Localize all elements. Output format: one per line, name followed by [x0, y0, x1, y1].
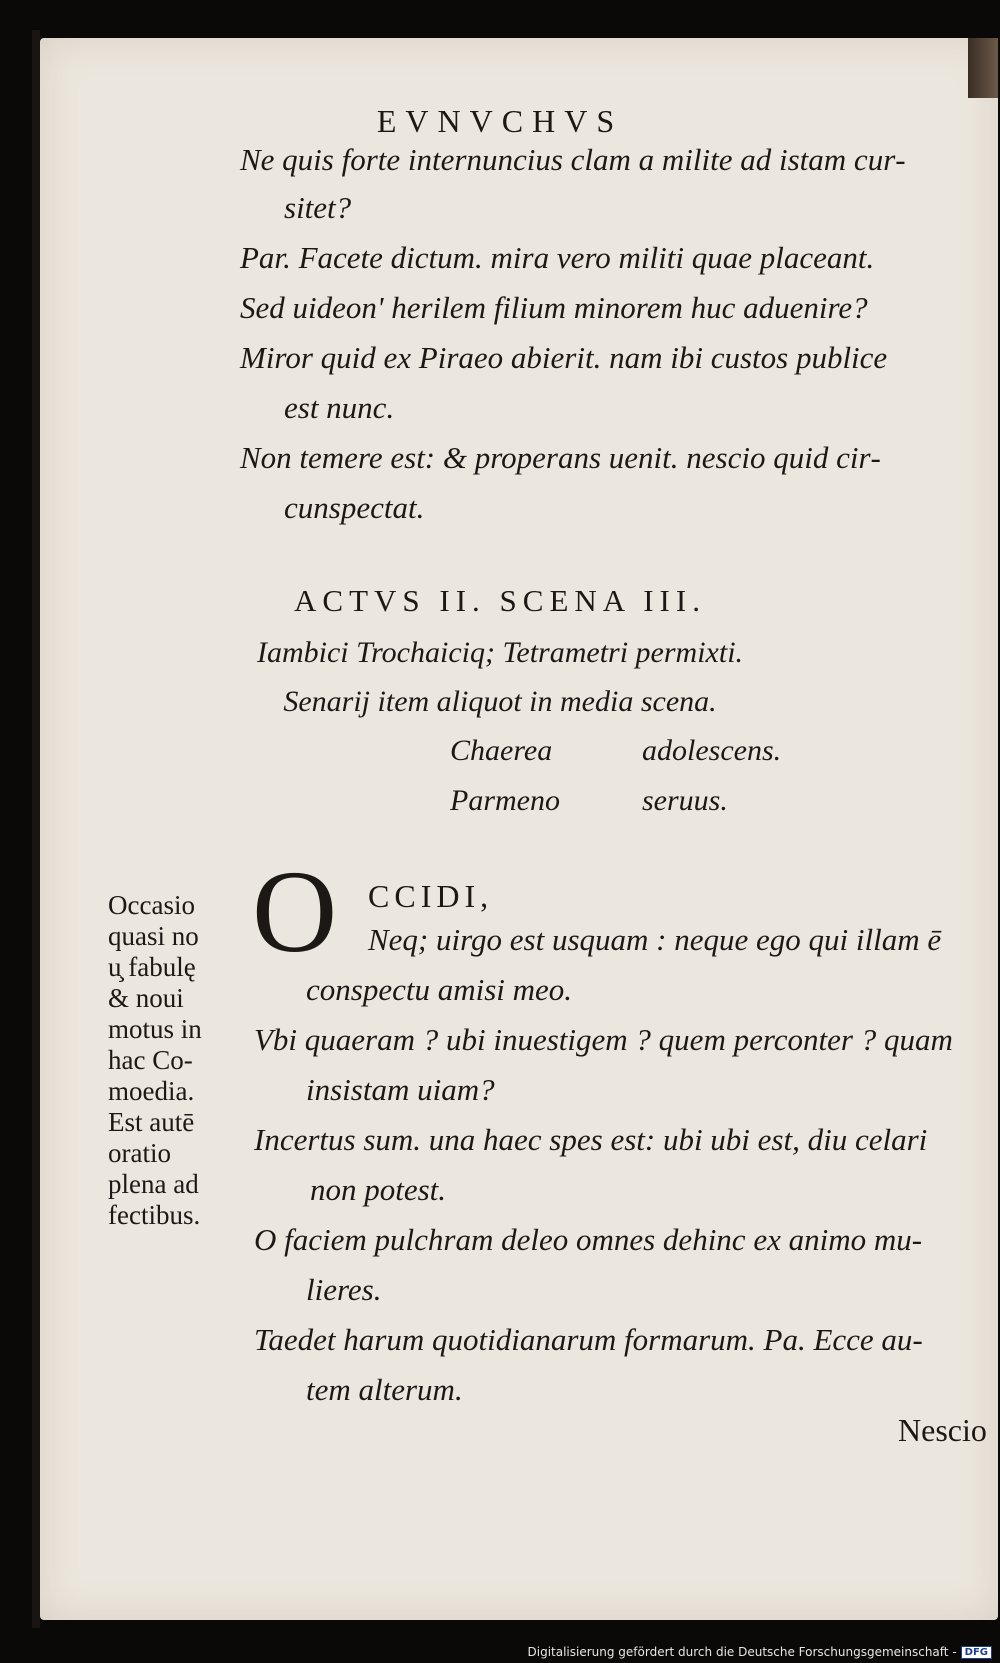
text-line: sitet? [284, 190, 352, 225]
running-header: EVNVCHVS [376, 103, 624, 139]
dfg-logo-icon: DFG [961, 1646, 992, 1659]
text-line: Vbi quaeram ? ubi inuestigem ? quem perconter ? quam [254, 1022, 953, 1057]
marginal-note [108, 890, 248, 1231]
marginal-note-line: quasi no [108, 921, 199, 951]
drop-cap-initial: O [252, 846, 338, 977]
marginal-note-line: oratio [108, 1138, 171, 1168]
text-line: Taedet harum quotidianarum formarum. Pa. Ecce au‑ [254, 1322, 923, 1357]
text-line: lieres. [306, 1272, 382, 1307]
marginal-note-line: Est autē [108, 1107, 195, 1137]
cast-role: seruus. [642, 784, 728, 817]
cast-name: Parmeno [450, 784, 560, 817]
book-spine-edge [32, 30, 40, 1628]
meter-note: Iambici Trochaiciq; Tetrametri permixti. [256, 636, 744, 669]
credit-text: Digitalisierung gefördert durch die Deutsche Forschungsgemeinschaft - [527, 1645, 957, 1659]
opening-word: CCIDI, [368, 878, 494, 914]
marginal-note-line: u̧ fabulę [108, 952, 196, 982]
text-line: Ne quis forte internuncius clam a milite ad istam cur‑ [240, 142, 906, 177]
text-line: cunspectat. [284, 490, 425, 525]
marginal-note-line: moedia. [108, 1076, 195, 1106]
marginal-note-line: Occasio [108, 890, 195, 920]
meter-note: Senarij item aliquot in media scena. [283, 685, 717, 718]
text-line: Non temere est: & properans uenit. nescio quid cir‑ [240, 440, 881, 475]
text-line: tem alterum. [306, 1372, 463, 1407]
digitization-credit [528, 1645, 993, 1659]
marginal-note-line: & noui [108, 983, 184, 1013]
act-scene-heading: ACTVS II. SCENA III. [294, 583, 706, 618]
text-line: est nunc. [284, 390, 395, 425]
cast-name: Chaerea [450, 734, 553, 767]
text-line: insistam uiam? [306, 1072, 495, 1107]
catchword: Nescio [898, 1412, 987, 1448]
marginal-note-line: plena ad [108, 1169, 199, 1199]
cast-role: adolescens. [642, 734, 782, 767]
page-corner [968, 38, 998, 98]
text-line: conspectu amisi meo. [306, 972, 573, 1007]
text-line: Sed uideon' herilem filium minorem huc aduenire? [240, 290, 868, 325]
text-line: Par. Facete dictum. mira vero militi quae placeant. [240, 240, 875, 275]
marginal-note-line: hac Co- [108, 1045, 193, 1075]
marginal-note-line: fectibus. [108, 1200, 201, 1230]
text-line: O faciem pulchram deleo omnes dehinc ex animo mu‑ [254, 1222, 923, 1257]
text-line: non potest. [310, 1172, 447, 1207]
text-line: Incertus sum. una haec spes est: ubi ubi est, diu celari [254, 1122, 928, 1157]
text-line: Miror quid ex Piraeo abierit. nam ibi custos publice [240, 340, 888, 375]
text-line: Neq; uirgo est usquam : neque ego qui illam ē [368, 922, 942, 957]
marginal-note-line: motus in [108, 1014, 202, 1044]
